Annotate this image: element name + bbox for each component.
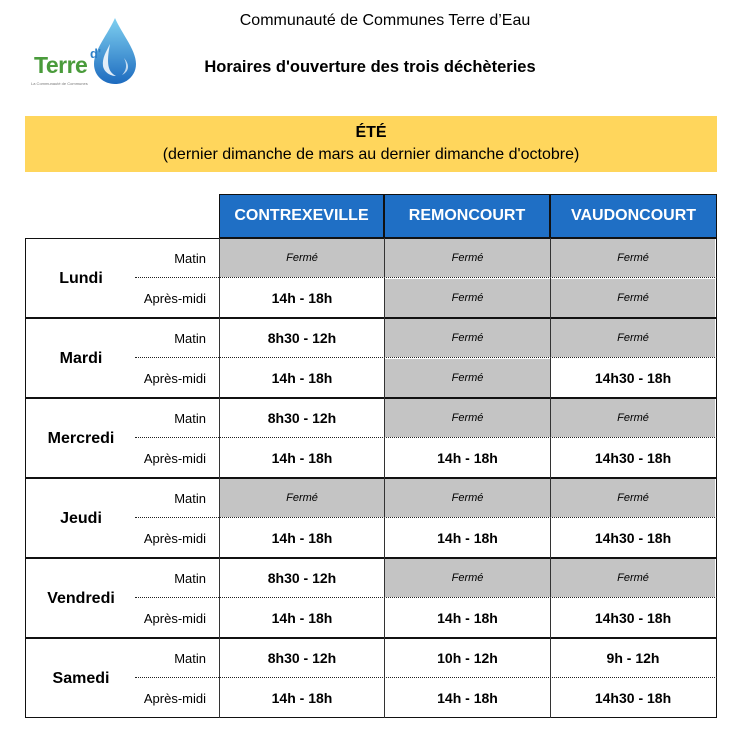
hours-cell: 14h30 - 18h bbox=[594, 610, 672, 626]
closed-cell: Fermé bbox=[385, 319, 550, 357]
period-label-matin: Matin bbox=[174, 570, 206, 586]
column-separator bbox=[219, 238, 220, 718]
period-label-apres-midi: Après-midi bbox=[143, 450, 206, 466]
hours-cell: 14h - 18h bbox=[271, 610, 333, 626]
column-header-remoncourt: REMONCOURT bbox=[384, 194, 550, 238]
closed-cell: Fermé bbox=[385, 279, 550, 317]
day-name: Jeudi bbox=[60, 510, 102, 527]
period-label-matin: Matin bbox=[174, 410, 206, 426]
period-label-matin: Matin bbox=[174, 250, 206, 266]
period-divider bbox=[135, 597, 717, 598]
hours-cell: 8h30 - 12h bbox=[267, 650, 337, 666]
hours-cell: 8h30 - 12h bbox=[267, 410, 337, 426]
logo-name: Terre bbox=[34, 52, 88, 78]
period-label-matin: Matin bbox=[174, 330, 206, 346]
season-banner bbox=[25, 116, 717, 172]
day-name: Mercredi bbox=[47, 430, 115, 447]
period-divider bbox=[135, 437, 717, 438]
hours-cell: 14h - 18h bbox=[437, 450, 498, 466]
organisation-name: Communauté de Communes Terre d’Eau bbox=[239, 12, 531, 29]
hours-cell: 14h - 18h bbox=[271, 450, 333, 466]
closed-cell: Fermé bbox=[385, 239, 550, 277]
period-label-apres-midi: Après-midi bbox=[143, 290, 206, 306]
hours-cell: 14h30 - 18h bbox=[594, 370, 672, 386]
hours-cell: 14h - 18h bbox=[437, 530, 498, 546]
hours-cell: 14h - 18h bbox=[271, 290, 333, 306]
period-label-apres-midi: Après-midi bbox=[143, 610, 206, 626]
hours-cell: 9h - 12h bbox=[606, 650, 660, 666]
day-name: Mardi bbox=[59, 350, 103, 367]
column-header-contrexeville: CONTREXEVILLE bbox=[219, 194, 384, 238]
closed-cell: Fermé bbox=[385, 479, 550, 517]
period-divider bbox=[135, 357, 717, 358]
period-label-matin: Matin bbox=[174, 650, 206, 666]
day-name: Samedi bbox=[52, 670, 110, 687]
closed-cell: Fermé bbox=[220, 239, 384, 277]
period-label-apres-midi: Après-midi bbox=[143, 530, 206, 546]
season-range: (dernier dimanche de mars au dernier dimanche d'octobre) bbox=[162, 146, 580, 163]
hours-cell: 14h - 18h bbox=[271, 370, 333, 386]
closed-cell: Fermé bbox=[551, 559, 715, 597]
hours-cell: 14h - 18h bbox=[271, 690, 333, 706]
hours-cell: 14h - 18h bbox=[437, 690, 498, 706]
period-divider bbox=[135, 677, 717, 678]
hours-cell: 14h - 18h bbox=[437, 610, 498, 626]
column-header-vaudoncourt: VAUDONCOURT bbox=[550, 194, 717, 238]
closed-cell: Fermé bbox=[551, 279, 715, 317]
closed-cell: Fermé bbox=[551, 239, 715, 277]
hours-cell: 8h30 - 12h bbox=[267, 330, 337, 346]
closed-cell: Fermé bbox=[385, 399, 550, 437]
closed-cell: Fermé bbox=[551, 479, 715, 517]
closed-cell: Fermé bbox=[220, 479, 384, 517]
closed-cell: Fermé bbox=[551, 319, 715, 357]
period-label-apres-midi: Après-midi bbox=[143, 690, 206, 706]
column-separator bbox=[384, 238, 385, 718]
logo-tagline: La Communauté de Communes bbox=[31, 81, 88, 86]
day-name: Lundi bbox=[59, 270, 103, 287]
period-label-apres-midi: Après-midi bbox=[143, 370, 206, 386]
closed-cell: Fermé bbox=[385, 359, 550, 397]
hours-cell: 14h - 18h bbox=[271, 530, 333, 546]
hours-cell: 10h - 12h bbox=[437, 650, 498, 666]
closed-cell: Fermé bbox=[385, 559, 550, 597]
period-label-matin: Matin bbox=[174, 490, 206, 506]
logo-superscript: d' bbox=[90, 46, 102, 61]
season-name: ÉTÉ bbox=[355, 124, 387, 141]
hours-cell: 14h30 - 18h bbox=[594, 530, 672, 546]
period-divider bbox=[135, 517, 717, 518]
hours-cell: 14h30 - 18h bbox=[594, 690, 672, 706]
page-title: Horaires d'ouverture des trois déchèteries bbox=[204, 58, 536, 76]
hours-cell: 14h30 - 18h bbox=[594, 450, 672, 466]
column-separator bbox=[550, 238, 551, 718]
hours-cell: 8h30 - 12h bbox=[267, 570, 337, 586]
day-name: Vendredi bbox=[47, 590, 115, 607]
period-divider bbox=[135, 277, 717, 278]
closed-cell: Fermé bbox=[551, 399, 715, 437]
